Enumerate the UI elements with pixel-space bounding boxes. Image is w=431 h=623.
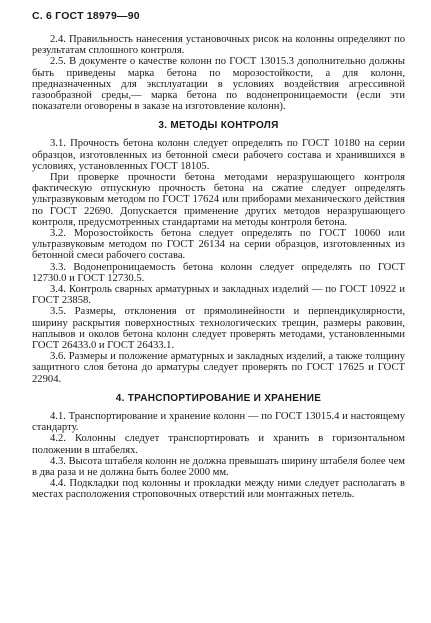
page-header: С. 6 ГОСТ 18979—90: [32, 10, 140, 22]
paragraph-4-4: 4.4. Подкладки под колонны и прокладки между ними следует располагать в местах расположения строповочных отверстий или монтажных петель.: [32, 478, 405, 501]
paragraph-4-3: 4.3. Высота штабеля колонн не должна превышать ширину штабеля более чем в два раза и не должна быть более 2000 мм.: [32, 455, 405, 478]
section-title-4: 4. ТРАНСПОРТИРОВАНИЕ И ХРАНЕНИЕ: [115, 392, 322, 404]
paragraph-3-4: 3.4. Контроль сварных арматурных и закладных изделий — по ГОСТ 10922 и ГОСТ 23858.: [32, 284, 405, 307]
paragraph-2-4: 2.4. Правильность нанесения установочных рисок на колонны определяют по результатам сплошного контроля.: [32, 34, 405, 57]
paragraph-3-1: 3.1. Прочность бетона колонн следует определять по ГОСТ 10180 на серии образцов, изготовленных из бетонной смеси рабочего состава и хранившихся в условиях, установленных ГОСТ 18105.: [32, 138, 405, 172]
paragraph-3-5: 3.5. Размеры, отклонения от прямолинейности и перпендикулярности, ширину раскрытия поверхностных технологических трещин, размеры раковин, наплывов и околов бетона колонн следует проверять методами, установленными ГОСТ 26433.0 и ГОСТ 26433.1.: [32, 306, 405, 352]
paragraph-2-5: 2.5. В документе о качестве колонн по ГОСТ 13015.3 дополнительно должны быть приведены марка бетона по морозостойкости, а для колонн, предназначенных для эксплуатации в условиях воздействия агрессивной газообразной среды,— марка бетона по водонепроницаемости (если эти показатели оговорены в заказе на изготовление колонн).: [32, 56, 405, 113]
paragraph-3-2: 3.2. Морозостойкость бетона следует определять по ГОСТ 10060 или ультразвуковым методом по ГОСТ 26134 на серии образцов, изготовленных из бетонной смеси рабочего состава.: [32, 228, 405, 262]
paragraph-3-6: 3.6. Размеры и положение арматурных и закладных изделий, а также толщину защитного слоя бетона до арматуры следует проверять по ГОСТ 17625 и ГОСТ 22904.: [32, 351, 405, 385]
paragraph-4-2: 4.2. Колонны следует транспортировать и хранить в горизонтальном положении в штабелях.: [32, 433, 405, 456]
paragraph-4-1: 4.1. Транспортирование и хранение колонн — по ГОСТ 13015.4 и настоящему стандарту.: [32, 410, 405, 434]
section-title-3: 3. МЕТОДЫ КОНТРОЛЯ: [158, 120, 279, 132]
paragraph-3-3: 3.3. Водонепроницаемость бетона колонн следует определять по ГОСТ 12730.0 и ГОСТ 12730.5.: [32, 261, 405, 284]
paragraph-3-1-b: При проверке прочности бетона методами неразрушающего контроля фактическую отпускную прочность бетона на сжатие следует определять ультразвуковым методом по ГОСТ 17624 или приборами механического действия по ГОСТ 22690. Допускается применение других методов неразрушающего контроля, предусмотренных стандартами на методы контроля бетона.: [32, 172, 405, 228]
